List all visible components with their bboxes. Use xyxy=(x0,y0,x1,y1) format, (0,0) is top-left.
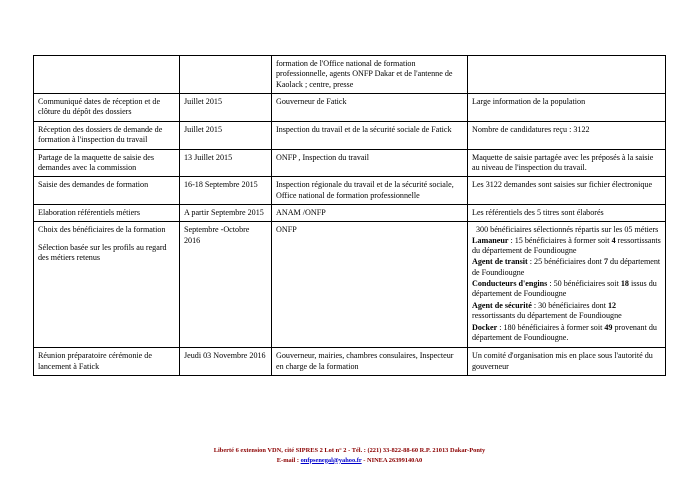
footer-address: Liberté 6 extension VDN, cité SIPRES 2 Lot n° 2 - Tél. : (221) 33-822-88-60 R.P. 21013 Dakar-Ponty xyxy=(213,447,486,454)
cell-date: 13 Juillet 2015 xyxy=(180,149,272,177)
cell-activity: Communiqué dates de réception et de clôture du dépôt des dossiers xyxy=(34,94,180,122)
table-row xyxy=(34,348,666,376)
metier-count: 49 xyxy=(604,322,613,332)
cell-date: Septembre -Octobre 2016 xyxy=(180,222,272,348)
cell-results: Nombre de candidatures reçu : 3122 xyxy=(468,121,666,149)
cell-date: Juillet 2015 xyxy=(180,94,272,122)
cell-actors: ONFP , Inspection du travail xyxy=(272,149,468,177)
cell-activity xyxy=(34,222,180,348)
activity-line-1: Choix des bénéficiaires de la formation xyxy=(38,225,166,235)
cell-results: Les 3122 demandes sont saisies sur fichier électronique xyxy=(468,177,666,205)
cell-results: Maquette de saisie partagée avec les préposés à la saisie au niveau de l'inspection du travail. xyxy=(468,149,666,177)
cell-activity: Partage de la maquette de saisie des demandes avec la commission xyxy=(34,149,180,177)
cell-results: Un comité d'organisation mis en place sous l'autorité du gouverneur xyxy=(468,348,666,376)
cell-activity: Réception des dossiers de demande de formation à l'inspection du travail xyxy=(34,121,180,149)
cell-date: Juillet 2015 xyxy=(180,121,272,149)
cell-actors: Inspection du travail et de la sécurité sociale de Fatick xyxy=(272,121,468,149)
metier-label: Conducteurs d'engins xyxy=(472,279,548,289)
table-row xyxy=(34,204,666,221)
metier-count: 12 xyxy=(608,300,617,310)
footer-contact xyxy=(0,456,699,466)
cell-activity: Elaboration référentiels métiers xyxy=(34,204,180,221)
cell-results: Large information de la population xyxy=(468,94,666,122)
cell-results: Les référentiels des 5 titres sont élaborés xyxy=(468,204,666,221)
results-breakdown-list xyxy=(472,236,661,344)
cell-actors: Gouverneur, mairies, chambres consulaires, Inspecteur en charge de la formation xyxy=(272,348,468,376)
cell-actors: ONFP xyxy=(272,222,468,348)
cell-actors: Inspection régionale du travail et de la sécurité sociale, Office national de formation professionnelle xyxy=(272,177,468,205)
list-item xyxy=(472,236,661,257)
cell-date xyxy=(180,56,272,94)
list-item xyxy=(472,323,661,344)
table-row xyxy=(34,94,666,122)
cell-date: Jeudi 03 Novembre 2016 xyxy=(180,348,272,376)
footer-email-prefix: E-mail : xyxy=(276,456,301,464)
metier-text-2: issus du département de Foundiougne xyxy=(472,279,657,299)
list-item xyxy=(472,301,661,322)
metier-label: Agent de sécurité xyxy=(472,300,532,310)
results-intro: 300 bénéficiaires sélectionnés répartis sur les 05 métiers xyxy=(476,225,659,235)
metier-label: Docker xyxy=(472,322,498,332)
footer-ninea: - NINEA 26399140A0 xyxy=(361,456,423,464)
metier-text-2: ressortissants du département de Foundiougne xyxy=(472,311,622,321)
cell-actors: ANAM /ONFP xyxy=(272,204,468,221)
cell-activity: Saisie des demandes de formation xyxy=(34,177,180,205)
metier-text: : 30 bénéficiaires dont xyxy=(531,300,608,310)
metier-label: Agent de transit xyxy=(472,257,528,267)
metier-text: : 25 bénéficiaires dont xyxy=(527,257,604,267)
table-row xyxy=(34,121,666,149)
metier-text: : 50 bénéficiaires soit xyxy=(547,279,621,289)
metier-text-2: ressortissants du département de Foundiougne xyxy=(472,235,661,256)
cell-date: A partir Septembre 2015 xyxy=(180,204,272,221)
page-footer xyxy=(0,446,699,465)
table-row xyxy=(34,222,666,348)
metier-text: : 180 bénéficiaires à former soit xyxy=(497,322,605,332)
cell-results xyxy=(468,56,666,94)
metier-text-2: provenant du département de Foundiougne. xyxy=(472,322,657,342)
list-item xyxy=(472,257,661,278)
metier-text-2: du département de Foundiougne xyxy=(472,257,661,277)
activity-line-2: Sélection basée sur les profils au regard des métiers retenus xyxy=(38,242,167,263)
cell-activity: Réunion préparatoire cérémonie de lancement à Fatick xyxy=(34,348,180,376)
list-item xyxy=(472,279,661,300)
metier-count: 18 xyxy=(620,279,629,289)
cell-actors: formation de l'Office national de formation professionnelle, agents ONFP Dakar et de l'antenne de Kaolack ; centre, presse xyxy=(272,56,468,94)
table-row xyxy=(34,149,666,177)
metier-count: 7 xyxy=(603,257,609,267)
metier-count: 4 xyxy=(611,235,616,245)
cell-results xyxy=(468,222,666,348)
table-row xyxy=(34,56,666,94)
cell-date: 16-18 Septembre 2015 xyxy=(180,177,272,205)
cell-activity xyxy=(34,56,180,94)
metier-label: Lamaneur xyxy=(472,235,509,245)
cell-actors: Gouverneur de Fatick xyxy=(272,94,468,122)
footer-email-link[interactable]: onfpsenegal@yahoo.fr xyxy=(300,456,362,464)
activities-table xyxy=(33,55,666,376)
metier-text: : 15 bénéficiaires à former soit xyxy=(508,235,612,245)
table-row xyxy=(34,177,666,205)
